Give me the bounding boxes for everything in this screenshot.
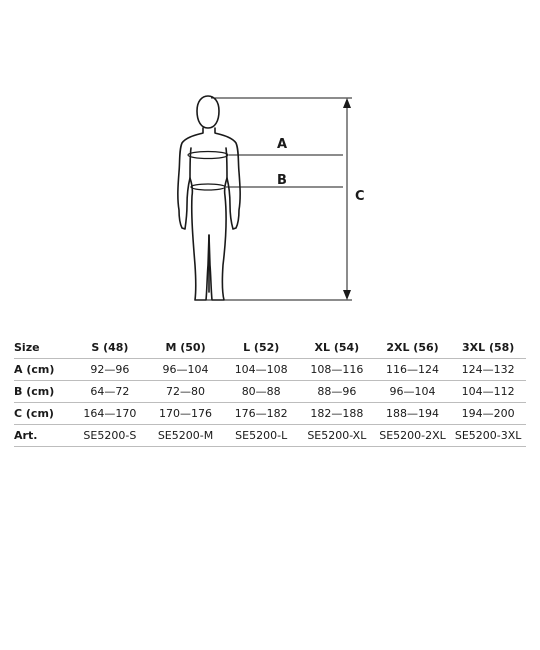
table-row bbox=[14, 403, 526, 425]
size-column-header: M (50) bbox=[165, 341, 206, 354]
label-a: A bbox=[277, 137, 288, 152]
table-cell: 108—116 bbox=[299, 359, 375, 381]
human-silhouette-icon bbox=[178, 96, 240, 300]
table-cell: SE5200-M bbox=[148, 425, 224, 447]
table-row bbox=[14, 359, 526, 381]
size-header-row bbox=[14, 337, 526, 359]
label-b: B bbox=[277, 173, 287, 188]
table-cell: 72—80 bbox=[148, 381, 224, 403]
table-cell: 182—188 bbox=[299, 403, 375, 425]
table-cell: 116—124 bbox=[375, 359, 451, 381]
table-cell: 64—72 bbox=[72, 381, 148, 403]
row-label: A (cm) bbox=[14, 359, 72, 381]
table-cell: 164—170 bbox=[72, 403, 148, 425]
table-cell: 80—88 bbox=[223, 381, 299, 403]
table-cell: 96—104 bbox=[375, 381, 451, 403]
table-cell: 104—112 bbox=[450, 381, 526, 403]
table-cell: 194—200 bbox=[450, 403, 526, 425]
table-cell: SE5200-S bbox=[72, 425, 148, 447]
height-arrow bbox=[343, 98, 351, 300]
size-chart-table bbox=[14, 337, 526, 447]
table-cell: 188—194 bbox=[375, 403, 451, 425]
size-column-header: S (48) bbox=[91, 341, 129, 354]
table-cell: SE5200-XL bbox=[299, 425, 375, 447]
waist-measure-ellipse bbox=[191, 184, 225, 190]
size-column-header: 2XL (56) bbox=[386, 341, 439, 354]
table-cell: 92—96 bbox=[72, 359, 148, 381]
row-label: B (cm) bbox=[14, 381, 72, 403]
table-cell: 104—108 bbox=[223, 359, 299, 381]
table-cell: SE5200-3XL bbox=[450, 425, 526, 447]
row-label: Art. bbox=[14, 425, 72, 447]
arrow-down-icon bbox=[343, 290, 351, 300]
size-column-header: 3XL (58) bbox=[461, 341, 515, 354]
table-cell: 88—96 bbox=[299, 381, 375, 403]
table-cell: SE5200-2XL bbox=[375, 425, 451, 447]
arrow-up-icon bbox=[343, 98, 351, 108]
chest-measure-ellipse bbox=[188, 152, 228, 159]
table-cell: 176—182 bbox=[223, 403, 299, 425]
table-row bbox=[14, 425, 526, 447]
table-cell: 96—104 bbox=[148, 359, 224, 381]
table-cell: 170—176 bbox=[148, 403, 224, 425]
size-corner-label: Size bbox=[14, 341, 40, 354]
table-cell: 124—132 bbox=[450, 359, 526, 381]
label-c: C bbox=[355, 189, 365, 204]
table-row bbox=[14, 381, 526, 403]
size-column-header: XL (54) bbox=[314, 341, 360, 354]
measure-guide-lines bbox=[195, 98, 352, 300]
table-cell: SE5200-L bbox=[223, 425, 299, 447]
row-label: C (cm) bbox=[14, 403, 72, 425]
size-column-header: L (52) bbox=[243, 341, 280, 354]
